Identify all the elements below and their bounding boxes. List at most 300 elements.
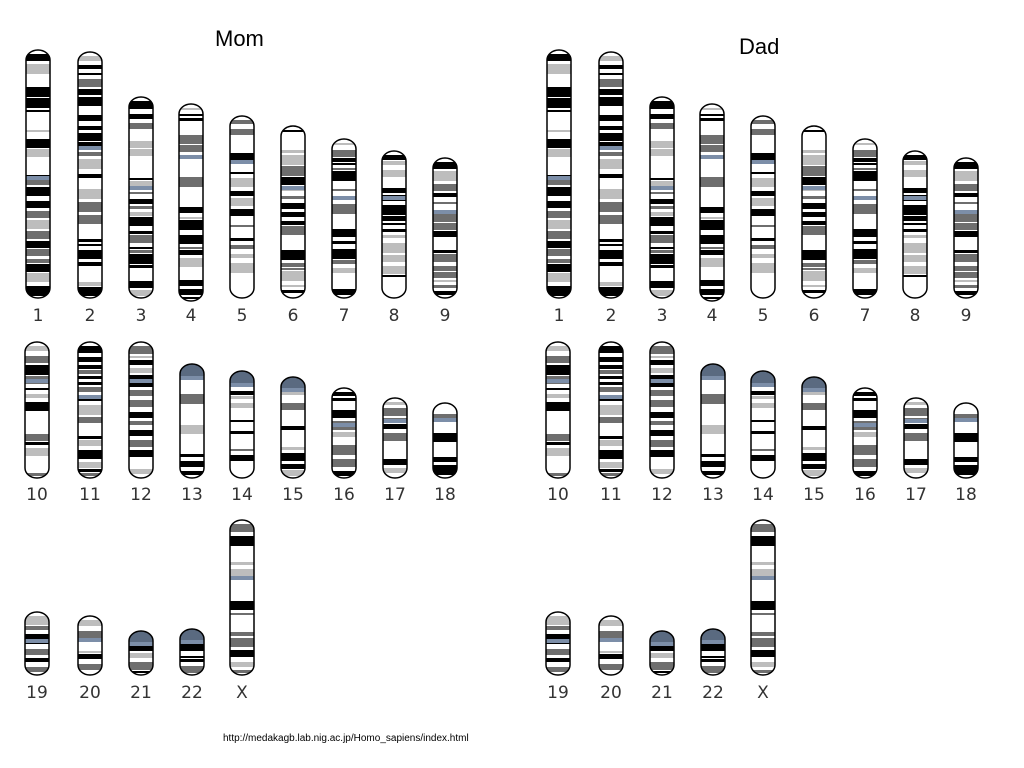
chromosome-label: 18	[434, 485, 456, 505]
band	[599, 250, 623, 259]
band	[650, 149, 674, 156]
band	[78, 382, 102, 385]
chromosome-label: 2	[605, 306, 617, 326]
band	[129, 199, 153, 204]
band	[650, 430, 674, 436]
band	[382, 255, 406, 262]
band	[332, 168, 356, 170]
band	[546, 616, 570, 625]
band	[180, 425, 204, 434]
band	[904, 408, 928, 416]
centromere	[25, 639, 49, 643]
band	[332, 171, 356, 181]
chromosome-10	[546, 342, 570, 505]
chromosome-label: 17	[384, 485, 406, 505]
band	[650, 199, 674, 204]
band	[230, 254, 254, 258]
band	[599, 202, 623, 212]
band	[547, 249, 571, 256]
band	[179, 235, 203, 244]
centromere	[599, 146, 623, 150]
chromosome-label: 3	[656, 306, 668, 326]
band	[433, 184, 457, 191]
chromosome-13	[180, 364, 204, 505]
centromere	[802, 388, 826, 392]
band	[853, 410, 877, 418]
band	[230, 536, 254, 546]
band	[904, 402, 928, 405]
centromere	[433, 418, 457, 422]
chromosome-18	[433, 403, 457, 505]
band	[230, 601, 254, 610]
chromosome-22	[180, 629, 204, 703]
band	[650, 281, 674, 288]
band	[78, 244, 102, 246]
centromere	[332, 423, 356, 427]
band	[78, 97, 102, 106]
band	[180, 394, 204, 404]
chromosome-label: 1	[553, 306, 565, 326]
band	[751, 536, 775, 546]
band	[230, 225, 254, 227]
chromosome-10	[25, 342, 49, 505]
band	[281, 166, 305, 176]
band	[25, 649, 49, 655]
band	[25, 448, 49, 456]
band	[802, 290, 826, 293]
band	[332, 289, 356, 295]
chromosome-label: 20	[79, 683, 101, 703]
band	[129, 281, 153, 288]
centromere	[954, 418, 978, 422]
band	[802, 403, 826, 410]
band	[433, 266, 457, 271]
chromosome-X	[751, 520, 775, 703]
band	[650, 400, 674, 407]
band	[25, 434, 49, 441]
band	[546, 442, 570, 445]
centromere	[751, 383, 775, 387]
band	[78, 73, 102, 75]
band	[954, 223, 978, 230]
band	[954, 184, 978, 191]
band	[599, 450, 623, 459]
centromere	[281, 388, 305, 392]
centromere	[78, 395, 102, 399]
band	[230, 650, 254, 657]
band	[751, 455, 775, 461]
band	[599, 152, 623, 156]
band	[230, 632, 254, 636]
band	[599, 462, 623, 468]
band	[903, 235, 927, 238]
band	[903, 255, 927, 262]
dad-title: Dad	[739, 34, 780, 59]
band	[129, 412, 153, 418]
band	[853, 398, 877, 401]
band	[751, 524, 775, 532]
band	[599, 382, 623, 385]
band	[230, 638, 254, 647]
band	[78, 262, 102, 266]
band	[802, 130, 826, 132]
centromere	[903, 196, 927, 200]
band	[281, 268, 305, 270]
band	[78, 387, 102, 392]
band	[332, 229, 356, 237]
band	[26, 187, 50, 196]
band	[802, 268, 826, 270]
band	[903, 205, 927, 215]
band	[230, 238, 254, 241]
band	[281, 271, 305, 281]
band	[230, 178, 254, 187]
band	[954, 465, 978, 475]
chromosome-label: 6	[808, 306, 820, 326]
band	[701, 656, 725, 658]
band	[546, 356, 570, 363]
band	[547, 139, 571, 148]
band	[853, 445, 877, 455]
band	[78, 79, 102, 87]
band	[853, 150, 877, 157]
band	[547, 241, 571, 248]
band	[281, 290, 305, 293]
band	[903, 266, 927, 274]
band	[25, 365, 49, 375]
band	[701, 454, 725, 457]
band	[129, 356, 153, 358]
band	[599, 664, 623, 670]
band	[26, 264, 50, 272]
band	[332, 163, 356, 165]
chromosome-label: 8	[909, 306, 921, 326]
band	[26, 259, 50, 263]
band	[230, 455, 254, 461]
band	[903, 275, 927, 277]
band	[751, 129, 775, 135]
band	[78, 417, 102, 423]
band	[382, 235, 406, 238]
band	[700, 118, 724, 121]
band	[599, 97, 623, 106]
band	[180, 659, 204, 662]
band	[751, 632, 775, 636]
chromosome-13	[701, 364, 725, 505]
band	[26, 87, 50, 97]
band	[230, 562, 254, 565]
band	[180, 461, 204, 467]
band	[25, 402, 49, 411]
band	[599, 215, 623, 224]
band	[650, 101, 674, 109]
band	[547, 149, 571, 157]
band	[78, 215, 102, 224]
band	[751, 449, 775, 451]
band	[78, 620, 102, 626]
band	[599, 620, 623, 626]
band	[382, 155, 406, 160]
band	[25, 388, 49, 390]
band	[382, 223, 406, 225]
band	[281, 403, 305, 410]
chromosome-6	[281, 126, 305, 326]
mom-karyotype	[25, 50, 457, 703]
band	[599, 376, 623, 379]
band	[751, 562, 775, 565]
band	[332, 432, 356, 437]
chromosome-label: 12	[130, 485, 152, 505]
band	[129, 192, 153, 194]
band	[281, 150, 305, 153]
band	[599, 126, 623, 130]
centromere	[26, 176, 50, 180]
band	[751, 198, 775, 206]
band	[650, 231, 674, 234]
band	[179, 247, 203, 249]
chromosome-label: 21	[130, 683, 152, 703]
band	[546, 388, 570, 390]
band	[332, 143, 356, 145]
band	[129, 400, 153, 407]
band	[230, 245, 254, 249]
band	[650, 250, 674, 253]
band	[903, 188, 927, 193]
band	[281, 212, 305, 217]
band	[700, 108, 724, 110]
band	[383, 459, 407, 465]
band	[546, 402, 570, 411]
band	[547, 130, 571, 132]
band	[129, 250, 153, 253]
band	[599, 651, 623, 653]
band	[802, 196, 826, 199]
band	[230, 153, 254, 161]
band	[26, 110, 50, 112]
band	[180, 454, 204, 457]
band	[281, 130, 305, 132]
band	[546, 626, 570, 630]
band	[903, 216, 927, 221]
chromosome-21	[129, 631, 153, 703]
band	[701, 425, 725, 434]
band	[904, 433, 928, 441]
band	[26, 139, 50, 148]
band	[547, 110, 571, 112]
chromosome-20	[78, 616, 102, 703]
band	[650, 368, 674, 373]
band	[547, 264, 571, 272]
chromosome-label: 9	[960, 306, 972, 326]
band	[78, 189, 102, 199]
band	[903, 243, 927, 253]
chromosome-label: 5	[236, 306, 248, 326]
band	[954, 457, 978, 462]
band	[599, 159, 623, 169]
centromere	[700, 155, 724, 159]
band	[853, 268, 877, 273]
band	[332, 392, 356, 396]
band	[650, 390, 674, 396]
band	[230, 198, 254, 206]
band	[700, 207, 724, 213]
chromosome-2	[599, 52, 623, 326]
band	[547, 187, 571, 196]
band	[700, 135, 724, 144]
centromere	[281, 186, 305, 190]
band	[230, 120, 254, 124]
centromere	[129, 642, 153, 646]
band	[853, 459, 877, 467]
band	[751, 601, 775, 610]
band	[547, 211, 571, 218]
chromosome-label: 22	[702, 683, 724, 703]
band	[546, 448, 570, 456]
band	[433, 171, 457, 181]
band	[954, 254, 978, 262]
band	[954, 285, 978, 288]
band	[954, 433, 978, 442]
band	[129, 390, 153, 396]
band	[383, 424, 407, 429]
band	[383, 408, 407, 416]
chromosome-label: 22	[181, 683, 203, 703]
band	[433, 162, 457, 169]
centromere	[180, 376, 204, 380]
centromere	[650, 642, 674, 646]
band	[802, 453, 826, 461]
band	[650, 653, 674, 658]
band	[650, 412, 674, 418]
band	[853, 168, 877, 170]
band	[78, 174, 102, 178]
band	[25, 442, 49, 445]
band	[599, 436, 623, 439]
band	[78, 159, 102, 169]
chromosome-5	[751, 116, 775, 326]
band	[129, 430, 153, 436]
band	[701, 659, 725, 662]
centromere	[650, 379, 674, 383]
band	[599, 65, 623, 69]
band	[599, 189, 623, 199]
centromere	[78, 638, 102, 642]
band	[129, 123, 153, 129]
band	[802, 263, 826, 267]
chromosome-11	[599, 342, 623, 505]
band	[332, 150, 356, 157]
chromosome-8	[903, 151, 927, 326]
centromere	[546, 379, 570, 383]
band	[26, 54, 50, 61]
centromere	[599, 638, 623, 642]
band	[281, 221, 305, 225]
band	[954, 193, 978, 197]
chromosome-label: 16	[854, 485, 876, 505]
band	[78, 651, 102, 653]
centromere	[78, 146, 102, 150]
centromere	[230, 383, 254, 387]
band	[230, 524, 254, 532]
band	[26, 64, 50, 74]
chromosome-label: 3	[135, 306, 147, 326]
chromosome-17	[383, 398, 407, 505]
chromosome-18	[954, 403, 978, 505]
chromosome-19	[546, 612, 570, 703]
band	[650, 254, 674, 264]
band	[281, 203, 305, 209]
band	[78, 239, 102, 242]
band	[281, 155, 305, 165]
band	[179, 114, 203, 116]
band	[650, 178, 674, 180]
chromosome-5	[230, 116, 254, 326]
chromosome-label: 12	[651, 485, 673, 505]
band	[599, 73, 623, 75]
band	[650, 192, 674, 194]
band	[78, 65, 102, 69]
band	[433, 465, 457, 475]
band	[751, 613, 775, 615]
band	[78, 282, 102, 286]
band	[599, 133, 623, 141]
band	[129, 206, 153, 209]
chromosome-7	[853, 139, 877, 326]
band	[751, 403, 775, 408]
chromosome-15	[802, 377, 826, 505]
band	[179, 280, 203, 286]
band	[281, 177, 305, 185]
band	[751, 172, 775, 174]
band	[78, 654, 102, 659]
band	[802, 177, 826, 185]
band	[599, 405, 623, 415]
band	[281, 464, 305, 469]
band	[751, 191, 775, 196]
band	[179, 289, 203, 295]
band	[230, 449, 254, 451]
chromosome-19	[25, 612, 49, 703]
band	[25, 616, 49, 625]
chromosome-label: 2	[84, 306, 96, 326]
centromere	[382, 196, 406, 200]
band	[180, 656, 204, 658]
band	[599, 357, 623, 362]
band	[433, 280, 457, 282]
band	[230, 191, 254, 196]
band	[78, 357, 102, 362]
band	[599, 654, 623, 659]
band	[853, 260, 877, 264]
band	[26, 249, 50, 256]
band	[954, 250, 978, 253]
band	[701, 394, 725, 404]
centromere	[701, 376, 725, 380]
centromere	[129, 186, 153, 190]
chromosome-label: 10	[547, 485, 569, 505]
band	[382, 216, 406, 221]
centromere	[230, 576, 254, 580]
band	[129, 469, 153, 474]
band	[433, 202, 457, 204]
band	[332, 459, 356, 467]
band	[230, 662, 254, 667]
band	[129, 662, 153, 670]
chromosome-label: 16	[333, 485, 355, 505]
chromosome-label: 7	[859, 306, 871, 326]
centromere	[180, 640, 204, 644]
chromosome-label: 4	[706, 306, 718, 326]
